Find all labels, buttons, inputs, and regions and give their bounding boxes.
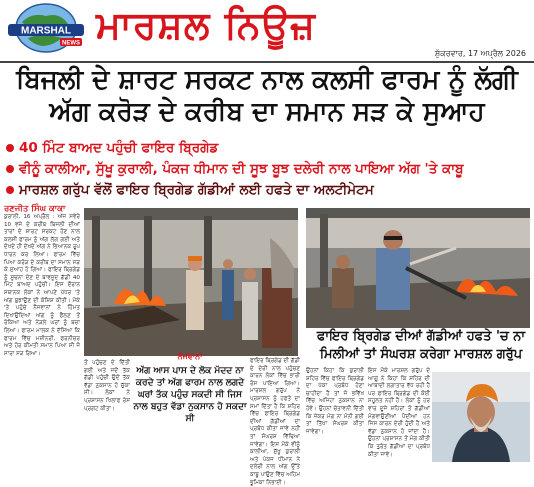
- main-headline: [4, 64, 530, 128]
- article-column-4: ਉਹਨਾਂ ਕਿਹਾ ਕਿ ਕੁਰਾਲੀ ਸ਼ਹਿਰ ਵਿੱਚ ਫਾਇਰ ਬ੍ਰਿਗੇਡ ਦਾ ਪੱਕਾ ਪ੍ਰਬੰਧ ਹੋਣਾ ਚਾਹੀਦਾ ਹੈ ਤਾਂ ਜੋ ਭਵਿੱਖ ਵਿੱਚ ਅਜਿਹਾ ਨੁਕਸਾਨ ਨਾ ਹੋਵੇ। ਉਹਨਾਂ ਚੇਤਾਵਨੀ ਦਿੱਤੀ ਕਿ ਜੇਕਰ ਮੰਗ ਨਾ ਮੰਨੀ ਗਈ ਤਾਂ ਤਿੱਖਾ ਸੰਘਰਸ਼ ਕੀਤਾ ਜਾਵੇਗਾ।: [306, 368, 364, 435]
- leader-portrait: [432, 372, 530, 462]
- article-column-1: ਕੁਰਾਲੀ, 16 ਅਪ੍ਰੈਲ : ਅੱਜ ਸਵੇਰੇ 10 ਵਜੇ ਦੇ ਕਰੀਬ ਬਿਜਲੀ ਦੀਆਂ ਤਾਰਾਂ ਦੇ ਸ਼ਾਰਟ ਸਰਕਟ ਹੋਣ ਨਾਲ ਕਲਸੀ ਫਾਰਮ ਨੂੰ ਅੱਗ ਲੱਗ ਗਈ ਅਤੇ ਦੇਖਦੇ ਹੀ ਦੇਖਦੇ ਅੱਗ ਨੇ ਭਿਆਨਕ ਰੂਪ ਧਾਰਨ ਕਰ ਲਿਆ। ਫਾਰਮ ਵਿੱਚ ਪਿਆ ਕਰੋੜ ਦੇ ਕਰੀਬ ਦਾ ਸਮਾਨ ਸੜ ਕੇ ਸੁਆਹ ਹੋ ਗਿਆ। ਫਾਇਰ ਬ੍ਰਿਗੇਡ ਨੂੰ ਸੂਚਨਾ ਦੇਣ ਦੇ ਬਾਵਜੂਦ ਗੱਡੀ 40 ਮਿੰਟ ਬਾਅਦ ਪਹੁੰਚੀ। ਇਸ ਦੌਰਾਨ ਸਥਾਨਕ ਲੋਕਾਂ ਨੇ ਆਪਣੇ ਪੱਧਰ 'ਤੇ ਅੱਗ ਬੁਝਾਉਣ ਦੀ ਕੋਸ਼ਿਸ਼ ਕੀਤੀ। ਮੌਕੇ 'ਤੇ ਪਹੁੰਚੇ ਨੌਜਵਾਨਾਂ ਨੇ ਹਿੰਮਤ ਦਿਖਾਉਂਦਿਆਂ ਅੱਗ ਨੂੰ ਫੈਲਣ ਤੋਂ ਰੋਕਿਆ ਅਤੇ ਨੇੜਲੇ ਘਰਾਂ ਨੂੰ ਬਚਾ ਲਿਆ। ਫਾਰਮ ਮਾਲਕ ਨੇ ਦੱਸਿਆ ਕਿ ਫਾਰਮ ਵਿੱਚ ਮਸ਼ੀਨਰੀ, ਫਰਨੀਚਰ ਅਤੇ ਹੋਰ ਕੀਮਤੀ ਸਮਾਨ ਪਿਆ ਸੀ ਜੋ ਸਾਰਾ ਸੜ ਗਿਆ।: [4, 214, 80, 357]
- article-column-2: ਤੋਂ ਪਹੁੰਚਣ ਦੇ ਦਿੱਤੀ ਗਈ ਅਤੇ ਜਦੋਂ ਤੱਕ ਗੱਡੀ ਪਹੁੰਚੀ ਉਦੋਂ ਤੱਕ ਵੱਡਾ ਨੁਕਸਾਨ ਹੋ ਚੁੱਕਾ ਸੀ। ਲੋਕਾਂ ਨੇ ਪ੍ਰਸ਼ਾਸਨ ਖਿਲਾਫ ਰੋਸ ਪ੍ਰਗਟ ਕੀਤਾ।: [84, 360, 130, 412]
- pull-quote-label: ਨੌਜਵਾਨਾਂ: [177, 352, 203, 361]
- bullet-icon: [6, 144, 14, 152]
- article-column-3: ਫਾਇਰ ਬ੍ਰਿਗੇਡ ਦੀ ਗੱਡੀ ਦੇ ਦੇਰੀ ਨਾਲ ਪਹੁੰਚਣ ਕਾਰਨ ਲੋਕਾਂ ਵਿੱਚ ਭਾਰੀ ਰੋਸ ਪਾਇਆ ਗਿਆ। ਮਾਰਸ਼ਲ ਗਰੁੱਪ ਨੇ ਪ੍ਰਸ਼ਾਸਨ ਨੂੰ ਹਫਤੇ ਦਾ ਸਮਾਂ ਦਿੱਤਾ ਹੈ ਕਿ ਸ਼ਹਿਰ ਵਿੱਚ ਫਾਇਰ ਬ੍ਰਿਗੇਡ ਦੀਆਂ ਗੱਡੀਆਂ ਦਾ ਪ੍ਰਬੰਧ ਕੀਤਾ ਜਾਵੇ ਨਹੀਂ ਤਾਂ ਸੰਘਰਸ਼ ਵਿੱਢਿਆ ਜਾਵੇਗਾ। ਇਸ ਮੌਕੇ ਵੀਨੂੰ ਕਾਲੀਆ, ਸੁੱਖੂ ਕੁਰਾਲੀ ਅਤੇ ਪੰਕਜ ਧੀਮਾਨ ਨੇ ਦਲੇਰੀ ਨਾਲ ਅੱਗ ਉੱਤੇ ਕਾਬੂ ਪਾਉਣ ਵਿੱਚ ਅਹਿਮ ਭੂਮਿਕਾ ਨਿਭਾਈ।: [250, 358, 300, 486]
- byline: ਰਣਜੀਤ ਸਿੰਘ ਕਾਕਾ: [4, 204, 66, 214]
- pull-quote: [133, 352, 247, 462]
- newspaper-title: ਮਾਰਸ਼ਲ ਨਿਊਜ਼: [96, 2, 316, 47]
- subhead-text: 40 ਮਿੰਟ ਬਾਅਦ ਪਹੁੰਚੀ ਫਾਇਰ ਬ੍ਰਿਗੇਡ: [19, 140, 219, 156]
- subhead-text: ਵੀਨੂੰ ਕਾਲੀਆ, ਸੁੱਖੂ ਕੁਰਾਲੀ, ਪੰਕਜ ਧੀਮਾਨ ਦੀ ਸੂਝ ਬੂਝ ਦਲੇਰੀ ਨਾਲ ਪਾਇਆ ਅੱਗ 'ਤੇ ਕਾਬੂ: [19, 161, 464, 177]
- subhead-2: [4, 159, 530, 180]
- headline-line-2: ਅੱਗ ਕਰੋੜ ਦੇ ਕਰੀਬ ਦਾ ਸਮਾਨ ਸੜ ਕੇ ਸੁਆਹ: [49, 97, 485, 127]
- article-column-5: ਇਸ ਮੌਕੇ ਮਾਰਸ਼ਲ ਗਰੁੱਪ ਦੇ ਆਗੂ ਨੇ ਕਿਹਾ ਕਿ ਸ਼ਹਿਰ ਦੀ ਆਬਾਦੀ ਲਗਾਤਾਰ ਵੱਧ ਰਹੀ ਹੈ ਪਰ ਫਾਇਰ ਬ੍ਰਿਗੇਡ ਦੀ ਕੋਈ ਸਹੂਲਤ ਨਹੀਂ ਹੈ। ਲੋਕਾਂ ਨੂੰ ਹਰ ਵਾਰ ਦੂਜੇ ਸ਼ਹਿਰਾਂ ਤੋਂ ਗੱਡੀਆਂ ਮੰਗਵਾਉਣੀਆਂ ਪੈਂਦੀਆਂ ਹਨ ਜਿਸ ਕਾਰਨ ਦੇਰੀ ਹੁੰਦੀ ਹੈ ਅਤੇ ਵੱਡਾ ਨੁਕਸਾਨ ਹੋ ਜਾਂਦਾ ਹੈ। ਉਹਨਾਂ ਪ੍ਰਸ਼ਾਸਨ ਤੋਂ ਮੰਗ ਕੀਤੀ ਕਿ ਤੁਰੰਤ ਗੱਡੀਆਂ ਦਾ ਪ੍ਰਬੰਧ ਕੀਤਾ ਜਾਵੇ।: [368, 368, 430, 458]
- logo-subtext: NEWS: [62, 40, 80, 47]
- bullet-icon: [6, 186, 14, 194]
- masthead-divider: [0, 61, 534, 63]
- subhead-text: ਮਾਰਸ਼ਲ ਗਰੁੱਪ ਵੱਲੋਂ ਫਾਇਰ ਬ੍ਰਿਗੇਡ ਗੱਡੀਆਂ ਲਈ ਹਫਤੇ ਦਾ ਅਲਟੀਮੇਟਮ: [19, 182, 374, 198]
- subheads: [4, 138, 530, 201]
- issue-date: ਸ਼ੁੱਕਰਵਾਰ, 17 ਅਪ੍ਰੈਲ 2026: [434, 49, 526, 58]
- firefighter-photo: [306, 208, 530, 328]
- pull-quote-text: ਅੱਗ ਆਸ ਪਾਸ ਦੇ ਲੋਕ ਮੱਦਦ ਨਾ ਕਰਦੇ ਤਾਂ ਅੱਗ ਫਾਰਮ ਨਾਲ ਲਗਦੇ ਘਰਾਂ ਤੱਕ ਪਹੁੰਚ ਸਕਦੀ ਸੀ ਜਿਸ ਨਾਲ ਬਹੁਤ ਵੱਡਾ ਨੁਕਸਾਨ ਹੋ ਸਕਦਾ ਸੀ: [133, 366, 247, 424]
- marshal-group-headline: [312, 328, 530, 364]
- subhead-3: [4, 180, 530, 201]
- logo-text: MARSHAL: [21, 25, 71, 37]
- caption-line-2: ਮਿਲੀਆਂ ਤਾਂ ਸੰਘਰਸ਼ ਕਰੇਗਾ ਮਾਰਸ਼ਲ ਗਰੁੱਪ: [319, 347, 523, 362]
- bullet-icon: [6, 165, 14, 173]
- marshal-news-logo: [2, 2, 90, 54]
- masthead: [0, 0, 534, 60]
- subhead-1: [4, 138, 530, 159]
- caption-line-1: ਫਾਇਰ ਬ੍ਰਿਗੇਡ ਦੀਆਂ ਗੱਡੀਆਂ ਹਫਤੇ 'ਚ ਨਾ: [316, 329, 526, 344]
- fire-scene-photo: [84, 208, 298, 356]
- headline-line-1: ਬਿਜਲੀ ਦੇ ਸ਼ਾਰਟ ਸਰਕਟ ਨਾਲ ਕਲਸੀ ਫਾਰਮ ਨੂੰ ਲੱਗੀ: [16, 65, 518, 95]
